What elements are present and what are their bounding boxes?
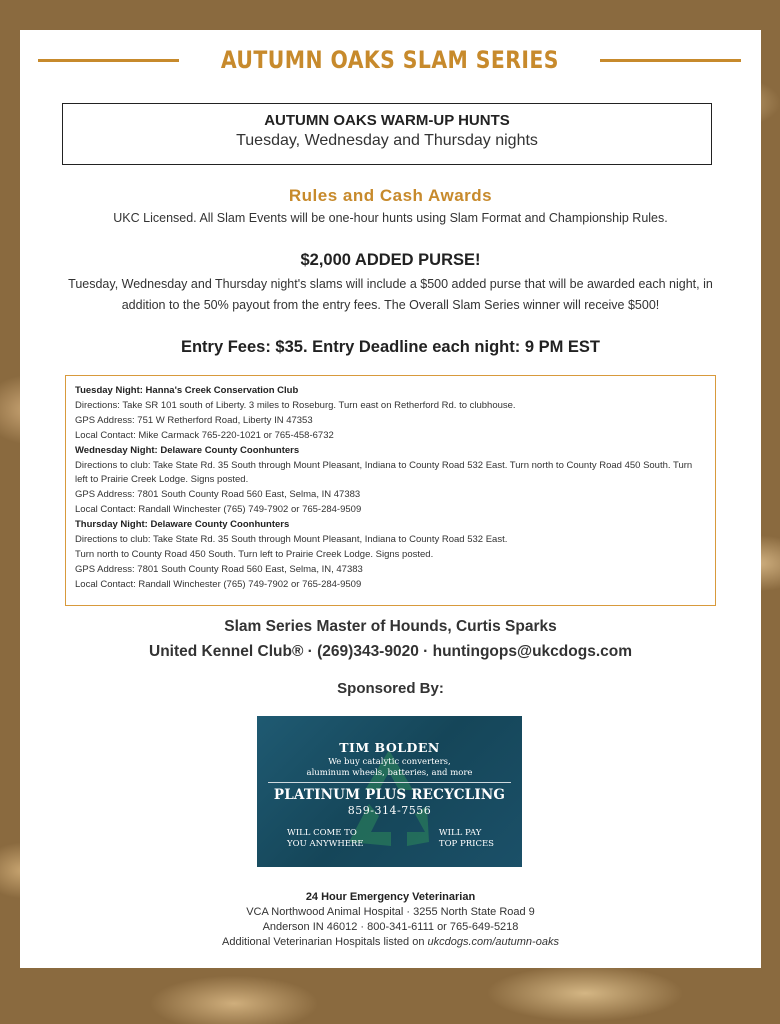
vet-line-3 (20, 935, 761, 950)
warmup-subtitle: Tuesday, Wednesday and Thursday nights (236, 132, 538, 149)
night-line: Local Contact: Randall Winchester (765) 749-7902 or 765-284-9509 (75, 504, 362, 516)
title-rule-right (600, 59, 741, 62)
purse-title: $2,000 ADDED PURSE! (300, 251, 481, 269)
rules-text: UKC Licensed. All Slam Events will be one-hour hunts using Slam Format and Championship Rules. (113, 211, 668, 225)
sponsor-left-line-1: WILL COME TO (287, 828, 357, 838)
header (20, 44, 761, 76)
night-line: Turn north to County Road 450 South. Turn left to Prairie Creek Lodge. Signs posted. (75, 548, 434, 560)
night-heading-thursday: Thursday Night: Delaware County Coonhunters (75, 519, 290, 531)
night-line: GPS Address: 7801 South County Road 560 East, Selma, IN, 47383 (75, 563, 363, 575)
sponsor-left-line-2: YOU ANYWHERE (287, 839, 364, 849)
entry-fees: Entry Fees: $35. Entry Deadline each night: 9 PM EST (180, 338, 601, 356)
sponsor-company: PLATINUM PLUS RECYCLING (273, 787, 506, 803)
sponsor-phone: 859-314-7556 (347, 804, 432, 817)
warmup-title: AUTUMN OAKS WARM-UP HUNTS (264, 112, 510, 129)
sponsor-divider (268, 782, 511, 783)
title-rule-left (38, 59, 179, 62)
page-title: AUTUMN OAKS SLAM SERIES (220, 46, 559, 74)
vet-info (20, 890, 761, 950)
vet-line-1: VCA Northwood Animal Hospital · 3255 North State Road 9 (246, 906, 535, 918)
night-line: GPS Address: 7801 South County Road 560 East, Selma, IN 47383 (75, 489, 361, 501)
vet-line-2: Anderson IN 46012 · 800-341-6111 or 765-649-5218 (262, 921, 519, 933)
sponsor-right-line-1: WILL PAY (438, 828, 482, 838)
sponsor-right-text (439, 828, 494, 850)
contact-line: United Kennel Club® · (269)343-9020 · huntingops@ukcdogs.com (149, 643, 632, 660)
sponsor-right-line-2: TOP PRICES (438, 839, 494, 849)
night-line: Directions: Take SR 101 south of Liberty. 3 miles to Roseburg. Turn east on Retherford Rd. to clubhouse. (75, 399, 516, 411)
night-line: Local Contact: Mike Carmack 765-220-1021 or 765-458-6732 (75, 429, 334, 441)
night-line: GPS Address: 751 W Retherford Road, Liberty IN 47353 (75, 414, 313, 426)
rules-title: Rules and Cash Awards (288, 186, 493, 205)
sponsor-line-1: We buy catalytic converters, (328, 757, 451, 767)
warmup-box (62, 103, 712, 165)
night-heading-wednesday: Wednesday Night: Delaware County Coonhunters (75, 444, 300, 456)
night-heading-tuesday: Tuesday Night: Hanna's Creek Conservation Club (75, 385, 299, 396)
night-line: Directions to club: Take State Rd. 35 South through Mount Pleasant, Indiana to County Road 532 East. (75, 534, 508, 546)
sponsored-by: Sponsored By: (337, 680, 444, 697)
vet-line-3-prefix: Additional Veterinarian Hospitals listed on (222, 936, 428, 948)
directions-box (65, 375, 716, 606)
vet-title: 24 Hour Emergency Veterinarian (305, 891, 476, 903)
sponsor-left-text (287, 828, 364, 850)
sponsor-line-2: aluminum wheels, batteries, and more (306, 768, 473, 778)
sponsor-ad (257, 716, 522, 867)
vet-link[interactable]: ukcdogs.com/autumn-oaks (427, 936, 559, 948)
sponsor-name: TIM BOLDEN (339, 740, 440, 755)
flyer-page (20, 30, 761, 968)
night-line: Local Contact: Randall Winchester (765) 749-7902 or 765-284-9509 (75, 578, 362, 590)
night-line: Directions to club: Take State Rd. 35 South through Mount Pleasant, Indiana to County Road 532 East. Turn north to County Road 450 South. Turn left to Prairie Creek Lodge. Signs posted. (75, 459, 693, 486)
purse-text: Tuesday, Wednesday and Thursday night's slams will include a $500 added purse that will be awarded each night, in addition to the 50% payout from the entry fees. The Overall Slam Series winner will receive $500! (68, 277, 713, 312)
master-of-hounds: Slam Series Master of Hounds, Curtis Sparks (224, 618, 557, 635)
